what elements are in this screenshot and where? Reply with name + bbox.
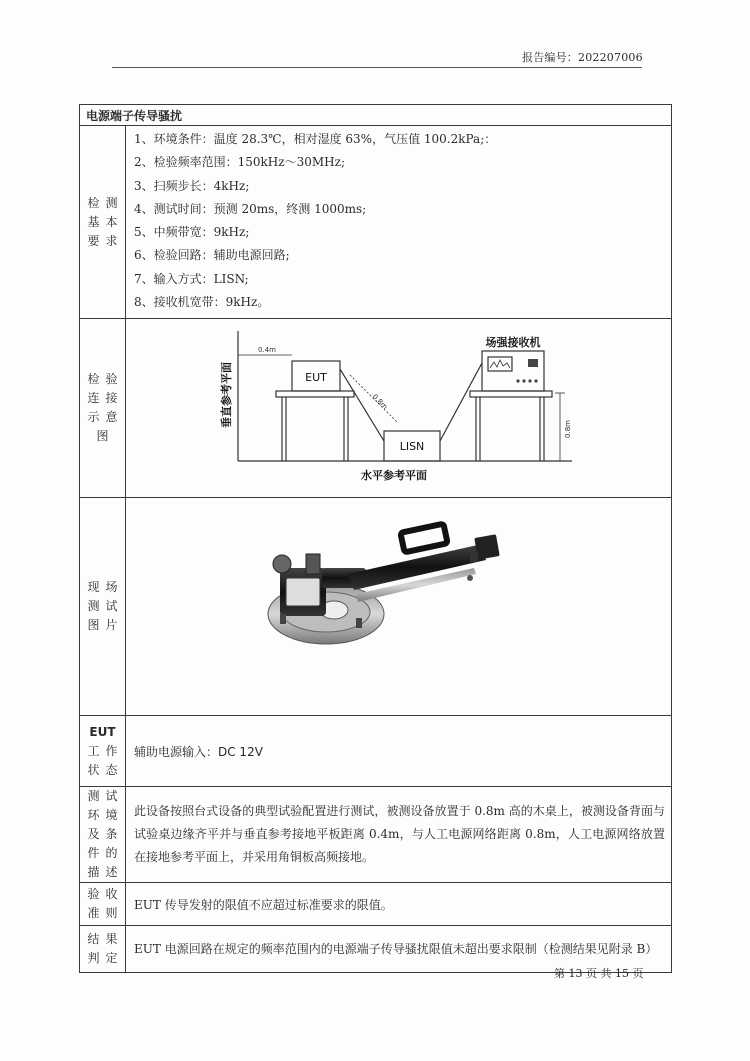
- test-record-table: [79, 104, 672, 973]
- site-photo-cell: [126, 498, 672, 716]
- distance-08-height-label: 0.8m: [564, 420, 572, 439]
- report-number: 报告编号：202207006: [522, 51, 643, 64]
- requirement-item: 3、扫频步长：4kHz;: [134, 178, 250, 193]
- section-title: 电源端子传导骚扰: [80, 105, 672, 126]
- criteria-label: 验收准则: [80, 883, 126, 926]
- connection-diagram-cell: [126, 319, 672, 498]
- vertical-plane-label: 垂直参考平面: [220, 362, 233, 429]
- requirement-item: 4、测试时间：预测 20ms，终测 1000ms;: [134, 201, 367, 216]
- diagram-label: 检验连接示意图: [80, 319, 126, 498]
- distance-08-diagonal-label: 0.8m: [370, 393, 389, 412]
- connection-diagram: [126, 319, 672, 494]
- environment-text: 此设备按照台式设备的典型试验配置进行测试，被测设备放置于 0.8m 高的木桌上，被测设备背面与试验桌边缘齐平并与垂直参考接地平板距离 0.4m，与人工电源网络距离 0.8m，人工电源网络放置在接地参考平面上，并采用角铜板高频接地。: [126, 787, 672, 883]
- criteria-text: EUT 传导发射的限值不应超过标准要求的限值。: [126, 883, 672, 926]
- lisn-box-label: LISN: [399, 440, 425, 454]
- requirement-item: 8、接收机宽带：9kHz。: [134, 295, 270, 310]
- result-text: EUT 电源回路在规定的频率范围内的电源端子传导骚扰限值未超出要求限制（检测结果见附录 B）: [126, 926, 672, 973]
- page-footer: 第 13 页 共 15 页: [554, 967, 644, 980]
- horizontal-plane-label: 水平参考平面: [361, 469, 427, 483]
- requirement-item: 1、环境条件：温度 28.3℃，相对湿度 63%，气压值 100.2kPa;：: [134, 132, 497, 146]
- eut-state-label: [80, 716, 126, 787]
- requirement-item: 5、中频带宽：9kHz;: [134, 225, 250, 240]
- environment-label: 测试环境及条件的描述: [80, 787, 126, 883]
- requirements-label: 检测基本要求: [80, 126, 126, 319]
- photo-label: 现场测试图片: [80, 498, 126, 716]
- receiver-label: 场强接收机: [485, 336, 541, 350]
- header-rule: [112, 67, 642, 68]
- eut-state-text: 辅助电源输入：DC 12V: [126, 716, 672, 787]
- eut-state-label-rest: 工作状态: [87, 743, 124, 777]
- result-label: 结果判定: [80, 926, 126, 973]
- eut-state-label-top: EUT: [89, 724, 116, 739]
- requirements-list: [126, 126, 672, 319]
- eut-box-label: EUT: [305, 371, 327, 385]
- requirement-item: 6、检验回路：辅助电源回路;: [134, 248, 290, 263]
- requirement-item: 2、检验频率范围：150kHz～30MHz;: [134, 155, 345, 170]
- distance-04-label: 0.4m: [258, 346, 276, 355]
- requirement-item: 7、输入方式：LISN;: [134, 271, 249, 286]
- site-photo: [126, 498, 672, 712]
